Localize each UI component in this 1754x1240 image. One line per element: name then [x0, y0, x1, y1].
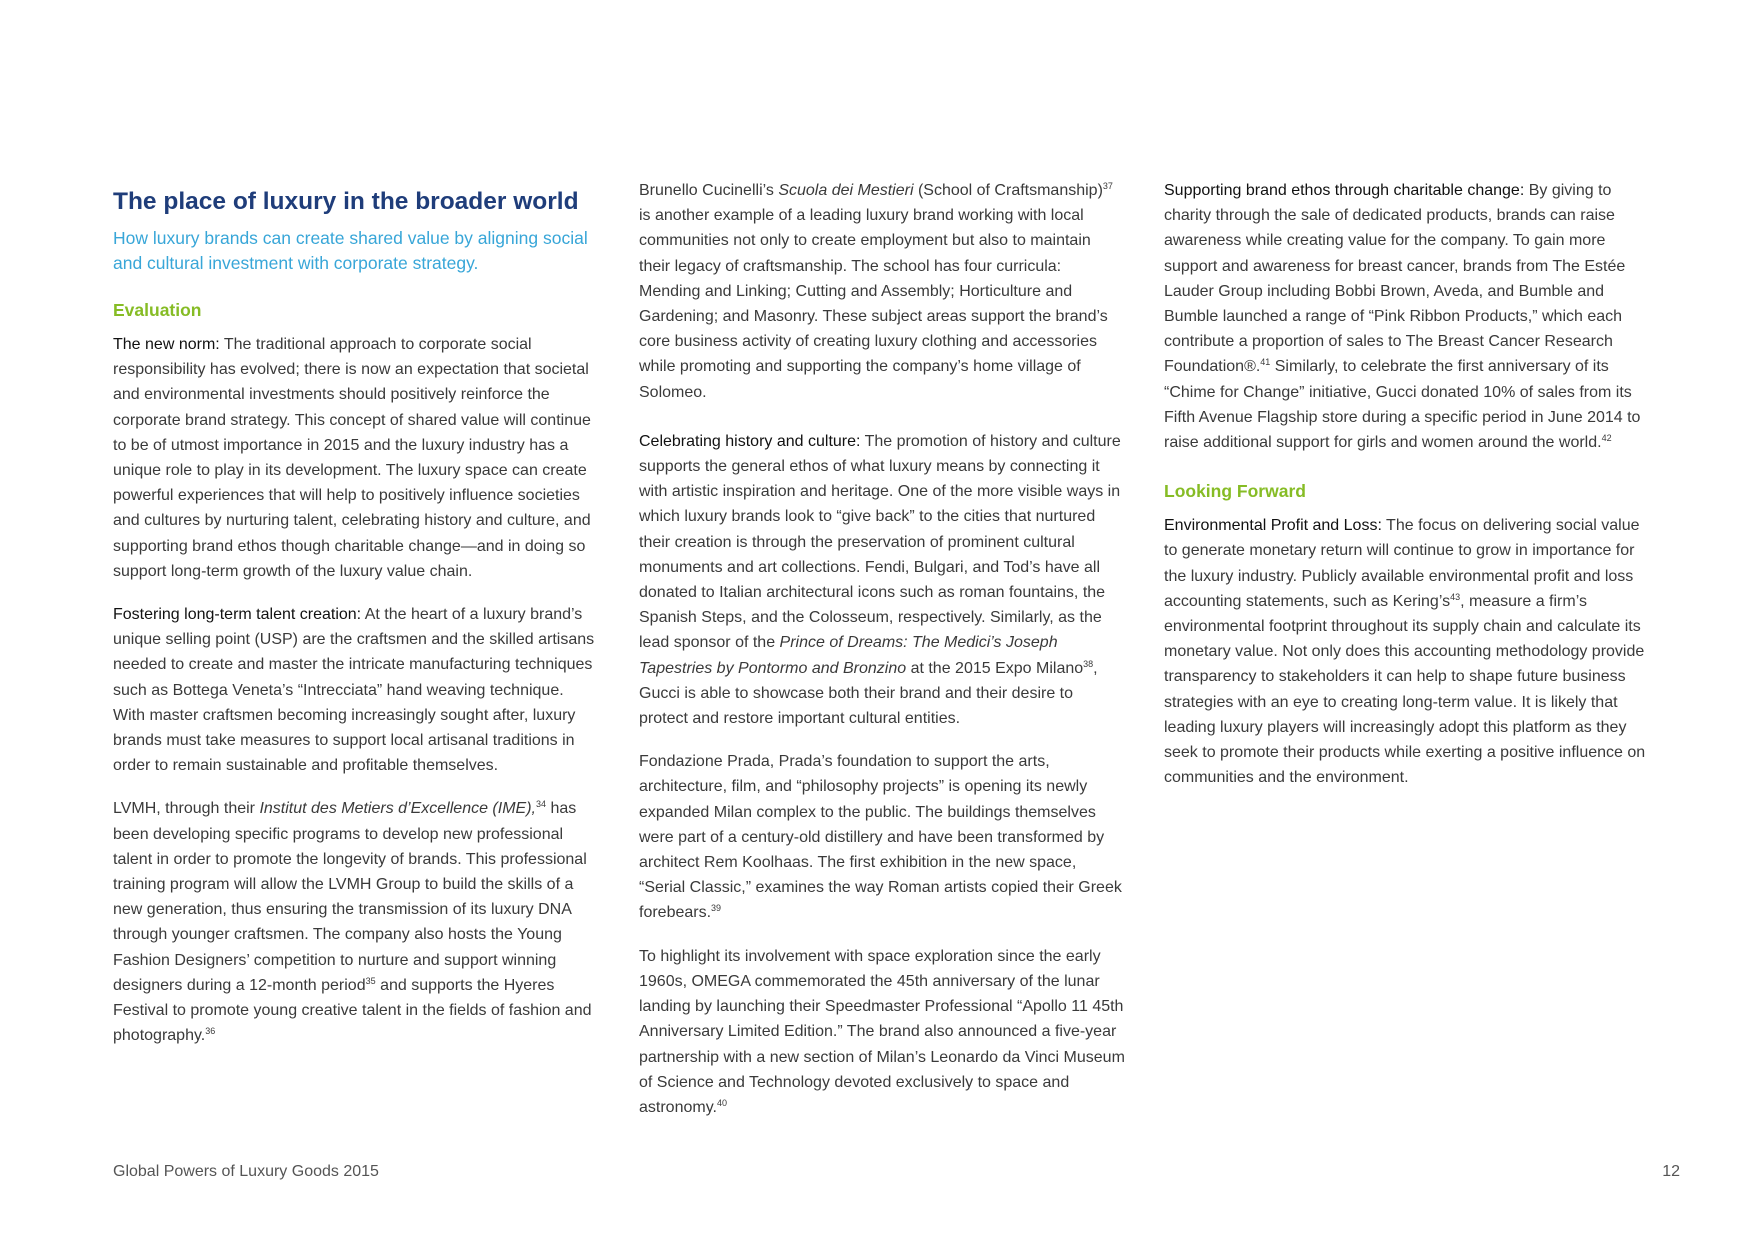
column-2	[639, 181, 1125, 1138]
paragraph-lead: Environmental Profit and Loss:	[1164, 517, 1382, 535]
paragraph-lead: Celebrating history and culture:	[639, 432, 861, 450]
footnote-ref: 42	[1601, 433, 1612, 444]
exhibition-name: Prince of Dreams: The Medici’s Joseph Tapestries by Pontormo and Bronzino	[639, 634, 1058, 677]
page-title: The place of luxury in the broader world	[113, 188, 579, 215]
paragraph-lead: Supporting brand ethos through charitable change:	[1164, 182, 1525, 199]
paragraph-text: at the 2015 Expo Milano	[906, 659, 1084, 677]
paragraph-text: The traditional approach to corporate social responsibility has evolved; there is now an expectation that societal and environmental investments should positively reinforce the corporate brand strategy. This concept of shared value will continue to be of utmost importance in 2015 and the luxury industry has a unique role to play in its development. The luxury space can create powerful experiences that will help to positively influence societies and cultures by nurturing talent, celebrating history and culture, and supporting brand ethos though charitable change—and in doing so support long-term growth of the luxury value chain.	[113, 336, 591, 580]
paragraph-text: At the heart of a luxury brand’s unique selling point (USP) are the craftsmen and the skilled artisans needed to create and master the intricate manufacturing techniques such as Bottega Veneta’s “Intrecciata” hand weaving technique. With master craftsmen becoming increasingly sought after, luxury brands must take measures to support local artisanal traditions in order to remain sustainable and profitable themselves.	[113, 606, 595, 775]
footnote-ref: 37	[1102, 181, 1113, 191]
footnote-ref: 34	[535, 799, 546, 810]
page-subtitle: How luxury brands can create shared value by aligning social and cultural investment with corporate strategy.	[113, 228, 588, 273]
footnote-ref: 40	[716, 1097, 727, 1108]
paragraph-new-norm	[113, 332, 599, 584]
paragraph-text: To highlight its involvement with space exploration since the early 1960s, OMEGA commemorated the 45th anniversary of the lunar landing by launching their Speedmaster Professional “Apollo 11 45th Anniversary Limited Edition.” The brand also announced a five-year partnership with a new section of Milan’s Leonardo da Vinci Museum of Science and Technology devoted exclusively to space and astronomy.	[639, 947, 1125, 1116]
paragraph-charitable-change	[1164, 178, 1654, 455]
column-1	[113, 186, 599, 1066]
paragraph-text: By giving to charity through the sale of dedicated products, brands can raise awareness while creating value for the company. To gain more support and awareness for breast cancer, brands from The Estée Lauder Group including Bobbi Brown, Aveda, and Bumble and Bumble launched a range of “Pink Ribbon Products,” which each contribute a proportion of sales to The Breast Cancer Research Foundation®.	[1164, 182, 1626, 376]
paragraph-history-culture	[639, 429, 1125, 731]
paragraph-omega	[639, 944, 1125, 1120]
paragraph-lvmh	[113, 796, 599, 1048]
column-3	[1164, 182, 1654, 808]
section-heading-evaluation: Evaluation	[113, 300, 202, 320]
institute-name: Institut des Metiers d’Excellence (IME),	[259, 800, 536, 818]
paragraph-text: has been developing specific programs to develop new professional talent in order to promote the longevity of brands. This professional training program will allow the LVMH Group to build the skills of a new generation, thus ensuring the transmission of its luxury DNA through younger craftsmen. The company also hosts the Young Fashion Designers’ competition to nurture and support winning designers during a 12-month period	[113, 800, 587, 994]
paragraph-prada	[639, 749, 1125, 925]
paragraph-text: Fondazione Prada, Prada’s foundation to support the arts, architecture, film, and “philosophy projects” is opening its newly expanded Milan complex to the public. The buildings themselves were part of a century-old distillery and have been transformed by architect Rem Koolhaas. The first exhibition in the new space, “Serial Classic,” examines the way Roman artists copied their Greek forebears.	[639, 753, 1122, 922]
paragraph-text: (School of Craftsmanship)	[913, 182, 1103, 199]
footnote-ref: 36	[205, 1026, 216, 1037]
paragraph-text: , measure a firm’s environmental footprint throughout its supply chain and calculate its monetary value. Not only does this accounting methodology provide transparency to stakeholders it can help to shape future business strategies with an eye to creating long-term value. It is likely that leading luxury players will increasingly adopt this platform as they seek to promote their products while exerting a positive influence on communities and the environment.	[1164, 592, 1646, 787]
paragraph-text: , Gucci is able to showcase both their brand and their desire to protect and restore important cultural entities.	[639, 659, 1098, 728]
footnote-ref: 43	[1450, 591, 1461, 602]
paragraph-text: is another example of a leading luxury brand working with local communities not only to create employment but also to maintain their legacy of craftsmanship. The school has four curricula: Mending and Linking; Cutting and Assembly; Horticulture and Gardening; and Masonry. These subject areas support the brand’s core business activity of creating luxury clothing and accessories while promoting and supporting the company’s home village of Solomeo.	[639, 207, 1108, 401]
paragraph-lead: Fostering long-term talent creation:	[113, 606, 362, 624]
footnote-ref: 35	[365, 975, 376, 986]
paragraph-cucinelli	[639, 178, 1125, 405]
paragraph-lead: The new norm:	[113, 336, 220, 353]
paragraph-text: The focus on delivering social value to generate monetary return will continue to grow in importance for the luxury industry. Publicly available environmental profit and loss accounting statements, such as Kering’s	[1164, 517, 1640, 610]
paragraph-talent-creation	[113, 602, 599, 778]
paragraph-text: and supports the Hyeres Festival to promote young creative talent in the fields of fashion and photography.	[113, 976, 592, 1045]
paragraph-text: Brunello Cucinelli’s	[639, 182, 779, 199]
paragraph-text: The promotion of history and culture supports the general ethos of what luxury means by connecting it with artistic inspiration and heritage. One of the more visible ways in which luxury brands look to “give back” to the cities that nurtured their creation is through the preservation of prominent cultural monuments and art collections. Fendi, Bulgari, and Tod’s have all donated to Italian architectural icons such as roman fountains, the Spanish Steps, and the Colosseum, respectively. Similarly, as the lead sponsor of the	[639, 432, 1121, 652]
school-name: Scuola dei Mestieri	[778, 182, 914, 199]
paragraph-text: LVMH, through their	[113, 800, 260, 818]
section-heading-looking-forward: Looking Forward	[1164, 481, 1306, 502]
footnote-ref: 38	[1083, 658, 1094, 669]
footnote-ref: 39	[711, 903, 722, 914]
page-number: 12	[1662, 1163, 1680, 1180]
footer-publication-title: Global Powers of Luxury Goods 2015	[113, 1163, 379, 1180]
paragraph-environmental-pl	[1164, 513, 1654, 790]
paragraph-text: Similarly, to celebrate the first anniversary of its “Chime for Change” initiative, Gucci donated 10% of sales from its Fifth Avenue Flagship store during a specific period in June 2014 to raise additional support for girls and women around the world.	[1164, 358, 1641, 452]
footnote-ref: 41	[1260, 357, 1271, 368]
